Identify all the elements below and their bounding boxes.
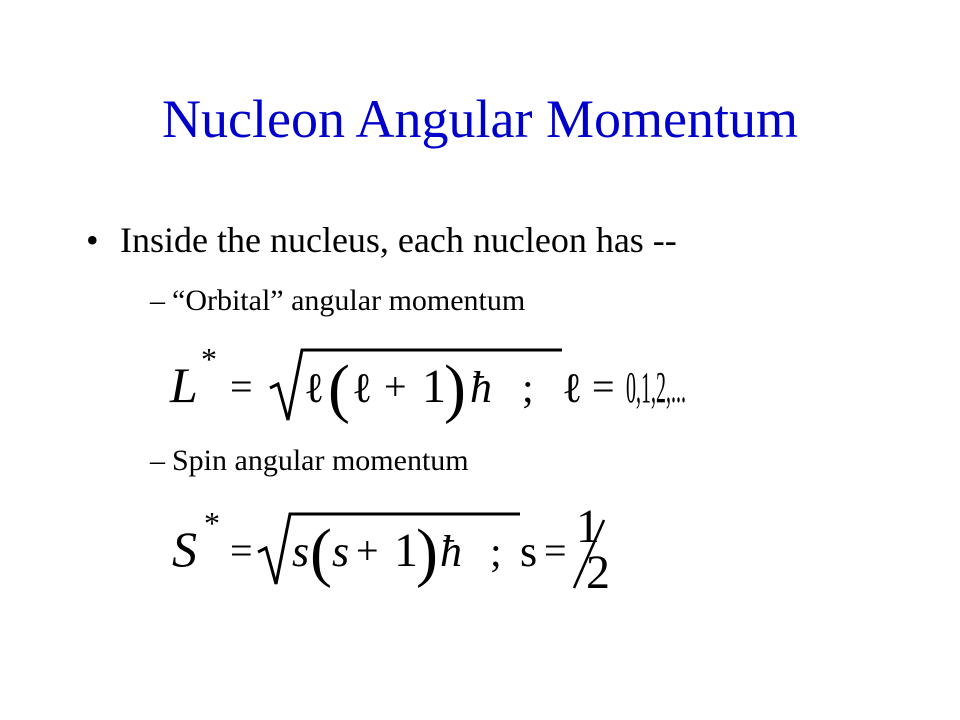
sub-item-spin [150,446,469,476]
eq-semicolon: ; [490,530,502,576]
eq-equals: = [230,364,253,409]
bullet-item [86,222,677,258]
eq-hbar: ħ [470,363,492,412]
eq-ell-1: ℓ [304,366,325,412]
eq-open-paren: ( [310,516,332,589]
eq-denominator: 2 [586,546,610,599]
eq-var-s-2: s [332,527,350,576]
bullet-text: Inside the nucleus, each nucleon has -- [120,220,677,260]
eq-close-paren: ) [444,352,466,425]
eq-plus: + [384,364,407,409]
sub-item-marker: – [150,284,165,317]
eq-equals-2: = [544,528,567,573]
eq-values: 0,1,2,... [626,363,686,412]
spin-equation [172,500,632,605]
sub-item-text: “Orbital” angular momentum [172,284,526,317]
eq-superscript: * [204,505,220,541]
eq-ell-2: ℓ [352,366,373,412]
eq-ell-3: ℓ [562,366,583,412]
eq-superscript: * [201,341,217,377]
eq-equals: = [230,528,253,573]
eq-close-paren: ) [416,516,438,589]
spin-equation-svg [172,500,632,600]
orbital-equation-svg [170,340,690,430]
eq-one: 1 [422,360,446,413]
eq-equals-2: = [592,364,615,409]
bullet-marker: • [86,220,99,260]
eq-numerator: 1 [576,500,600,553]
eq-symbol-l: L [170,357,198,413]
eq-open-paren: ( [328,352,350,425]
sub-item-marker: – [150,444,165,477]
orbital-equation [170,340,690,435]
slide-title: Nucleon Angular Momentum [162,89,798,149]
eq-symbol-s: S [172,521,197,577]
sub-item-text: Spin angular momentum [172,444,469,477]
eq-var-s-1: s [292,527,310,576]
eq-s-label: s [520,527,538,576]
eq-semicolon: ; [522,366,534,412]
eq-one: 1 [394,524,418,577]
eq-plus: + [356,528,379,573]
sub-item-orbital [150,286,525,316]
eq-hbar: ħ [440,527,462,576]
